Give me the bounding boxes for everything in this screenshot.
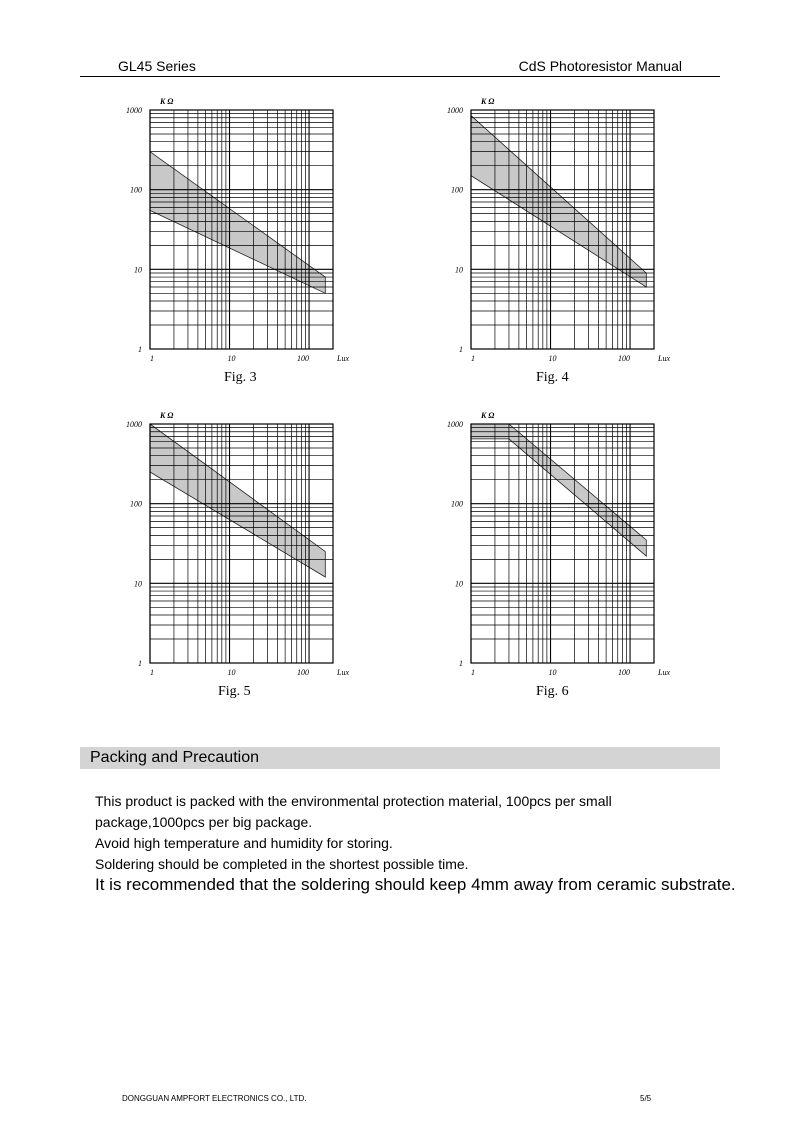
y-tick-label: 10 <box>134 579 142 589</box>
y-tick-label: 1000 <box>126 420 142 429</box>
section-header-bar <box>80 747 720 769</box>
header-series: GL45 Series <box>118 58 196 74</box>
x-tick-label: 1 <box>471 354 475 363</box>
y-tick-label: 100 <box>130 499 142 509</box>
resistance-band <box>150 152 325 294</box>
fig-caption-6: Fig. 6 <box>536 684 569 699</box>
chart-svg <box>441 96 691 366</box>
y-tick-label: 1000 <box>447 106 463 115</box>
header-manual-title: CdS Photoresistor Manual <box>518 58 682 74</box>
y-tick-label: 10 <box>455 265 463 275</box>
x-tick-label: 100 <box>618 354 631 363</box>
y-tick-label: 1 <box>138 659 142 668</box>
x-tick-label: 1 <box>471 668 475 677</box>
y-tick-label: 100 <box>451 185 463 195</box>
y-unit-label: K Ω <box>160 411 174 420</box>
section-title: Packing and Precaution <box>90 749 259 766</box>
resistance-band <box>150 424 325 577</box>
chart-grid <box>471 424 654 663</box>
y-tick-label: 10 <box>134 265 142 275</box>
x-tick-label: 10 <box>548 668 557 677</box>
x-unit-label: Lux <box>658 668 670 677</box>
fig-caption-4: Fig. 4 <box>536 370 569 385</box>
x-unit-label: Lux <box>337 354 349 363</box>
x-tick-label: 100 <box>618 668 631 677</box>
chart-svg <box>441 410 691 680</box>
y-tick-label: 1 <box>459 345 463 354</box>
y-tick-label: 1000 <box>126 106 142 115</box>
y-tick-label: 1000 <box>447 420 463 429</box>
x-unit-label: Lux <box>658 354 670 363</box>
x-tick-label: 1 <box>150 668 154 677</box>
storage-text: Avoid high temperature and humidity for storing. <box>95 835 393 851</box>
y-unit-label: K Ω <box>160 97 174 106</box>
fig-caption-5: Fig. 5 <box>218 684 251 699</box>
chart-svg <box>120 96 370 366</box>
footer-page-number: 5/5 <box>640 1094 652 1103</box>
y-unit-label: K Ω <box>481 411 495 420</box>
y-tick-label: 1 <box>138 345 142 354</box>
y-tick-label: 100 <box>130 185 142 195</box>
x-tick-label: 100 <box>297 668 310 677</box>
resistance-band <box>471 116 646 287</box>
x-unit-label: Lux <box>337 668 349 677</box>
chart-fig-5 <box>120 410 370 680</box>
x-tick-label: 10 <box>548 354 557 363</box>
chart-fig-6 <box>441 410 691 680</box>
resistance-band <box>471 424 646 556</box>
y-tick-label: 1 <box>459 659 463 668</box>
packing-text-line-2: package,1000pcs per big package. <box>95 814 313 830</box>
chart-fig-4 <box>441 96 691 366</box>
fig-caption-3: Fig. 3 <box>224 370 257 385</box>
x-tick-label: 1 <box>150 354 154 363</box>
y-tick-label: 10 <box>455 579 463 589</box>
chart-fig-3 <box>120 96 370 366</box>
footer-company: DONGGUAN AMPFORT ELECTRONICS CO., LTD. <box>122 1094 307 1103</box>
x-tick-label: 10 <box>227 354 236 363</box>
soldering-distance-text: It is recommended that the soldering should keep 4mm away from ceramic substrate. <box>95 875 736 894</box>
x-tick-label: 10 <box>227 668 236 677</box>
soldering-time-text: Soldering should be completed in the shortest possible time. <box>95 856 469 872</box>
x-tick-label: 100 <box>297 354 310 363</box>
packing-text-line-1: This product is packed with the environmental protection material, 100pcs per small <box>95 793 612 809</box>
header-rule <box>80 76 720 77</box>
y-unit-label: K Ω <box>481 97 495 106</box>
y-tick-label: 100 <box>451 499 463 509</box>
chart-svg <box>120 410 370 680</box>
